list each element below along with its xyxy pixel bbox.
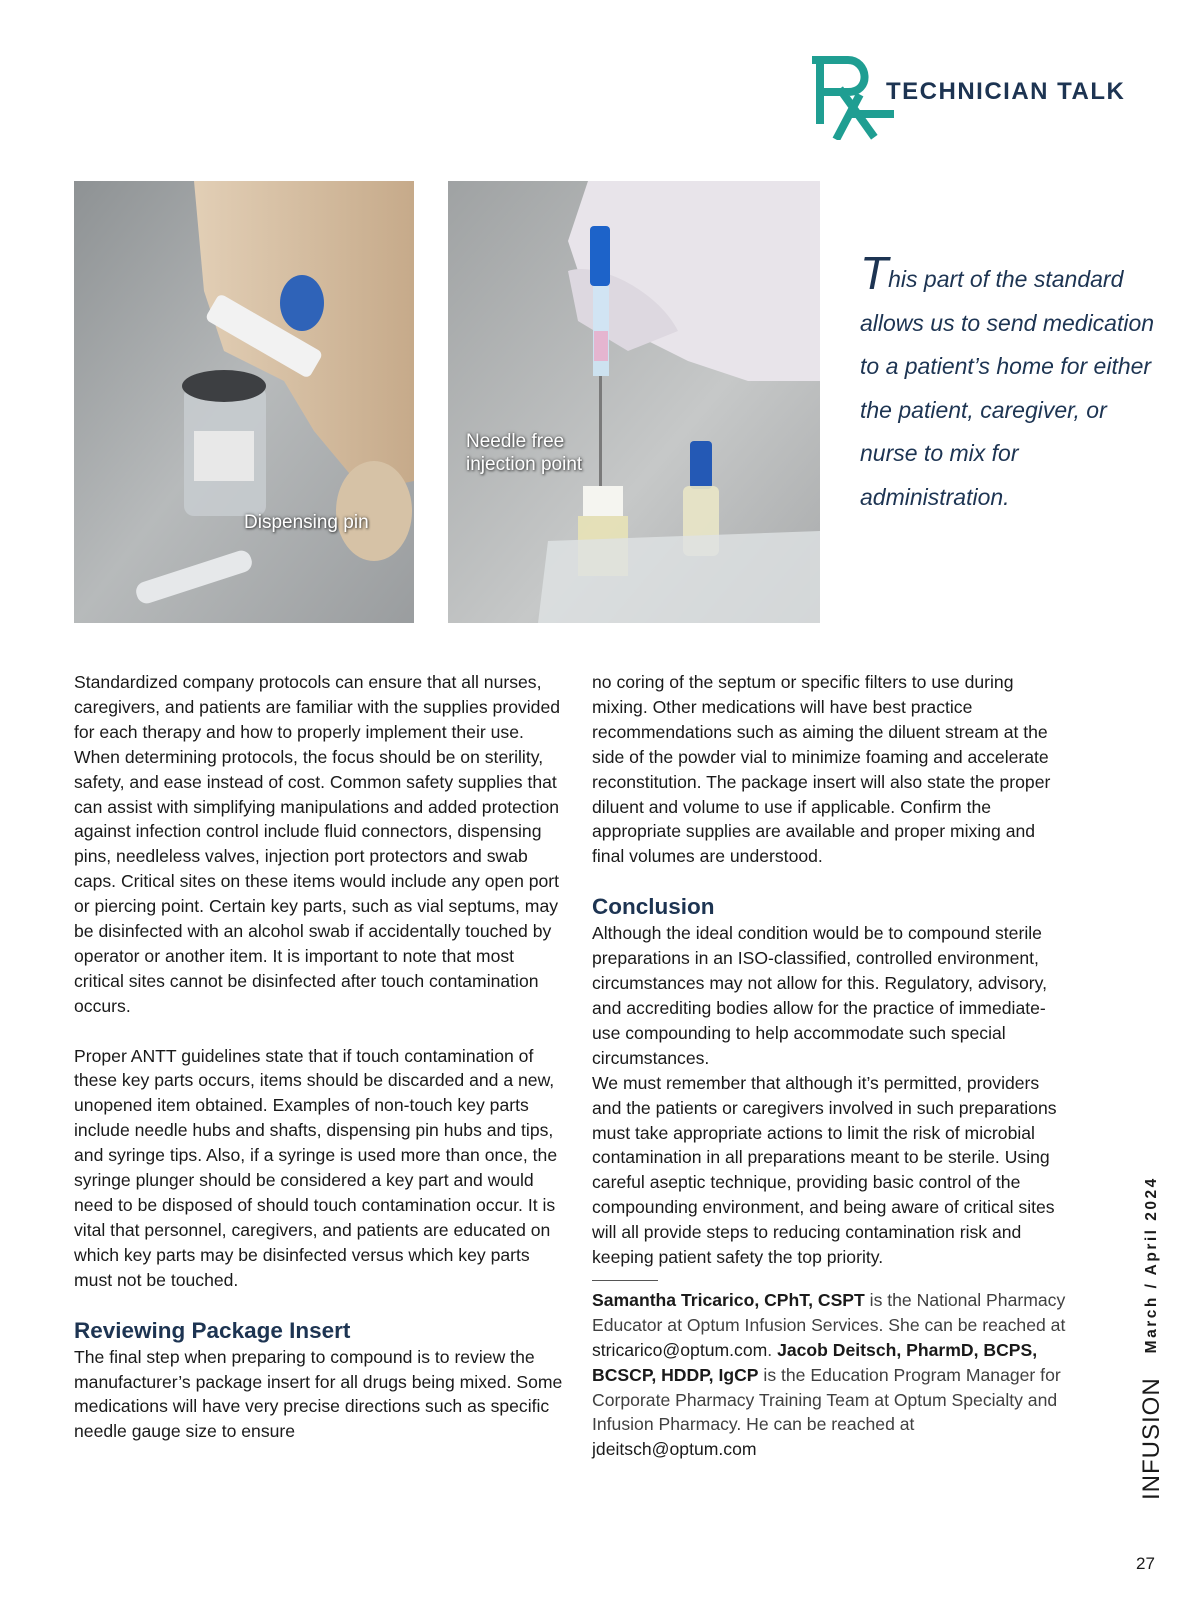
pull-quote	[860, 247, 1160, 519]
author-bio	[592, 1288, 1072, 1462]
page-number: 27	[1136, 1554, 1155, 1573]
author2-text: is the Education Program Manager for Corporate Pharmacy Training Team at Optum Specialty and Infusion Pharmacy. He can be reached at	[592, 1364, 1061, 1435]
magazine-brand: INFUSION	[1138, 1377, 1165, 1500]
body-paragraph: We must remember that although it’s permitted, providers and the patients or caregivers involved in such preparations must take appropriate actions to limit the risk of microbial contamination in all preparations meant to be sterile. Using careful aseptic technique, providing basic control of the compounding environment, and being aware of critical sites will all provide steps to reducing contamination risk and keeping patient safety the top priority.	[592, 1072, 1057, 1268]
dispensing-pin-photo	[74, 181, 414, 623]
section-heading-conclusion: Conclusion	[592, 894, 715, 920]
needle-free-injection-photo	[448, 181, 820, 623]
section-title: TECHNICIAN TALK	[886, 78, 1126, 105]
section-heading-reviewing-package-insert: Reviewing Package Insert	[74, 1317, 351, 1343]
pull-quote-drop-cap: T	[860, 247, 889, 299]
author2-email[interactable]: jdeitsch@optum.com	[592, 1439, 757, 1460]
body-paragraph: Although the ideal condition would be to compound sterile preparations in an ISO-classified, controlled environment, circumstances may not allow for this. Regulatory, advisory, and accrediting bodies allow for the practice of immediate-use compounding to help accommodate such special circumstances.	[592, 923, 1047, 1068]
dispensing-pin-label: Dispensing pin	[244, 512, 369, 533]
needle-free-label-line2: injection point	[466, 454, 583, 475]
left-column	[74, 670, 564, 1444]
issue-date: March / April 2024	[1143, 1176, 1160, 1354]
body-paragraph: no coring of the septum or specific filters to use during mixing. Other medications will have best practice recommendations such as aiming the diluent stream at the side of the powder vial to minimize foaming and accelerate reconstitution. The package insert will also state the proper diluent and volume to use if applicable. Confirm the appropriate supplies are available and proper mixing and final volumes are understood.	[592, 672, 1051, 867]
needle-free-label	[466, 430, 582, 476]
author1-end: .	[767, 1339, 778, 1360]
author1-text: is the National Pharmacy Educator at Optum Infusion Services. She can be reached at	[592, 1289, 1066, 1335]
author2-name: Jacob Deitsch, PharmD, BCPS, BCSCP, HDDP, IgCP	[592, 1339, 1038, 1385]
side-folio	[1138, 1176, 1166, 1500]
pull-quote-text: his part of the standard allows us to send medication to a patient’s home for either the patient, caregiver, or nurse to mix for administration.	[860, 266, 1155, 510]
body-paragraph: Proper ANTT guidelines state that if touch contamination of these key parts occurs, items should be discarded and a new, unopened item obtained. Examples of non-touch key parts include needle hubs and shafts, dispensing pin hubs and tips, and syringe tips. Also, if a syringe is used more than once, the syringe plunger should be considered a key part and would need to be disposed of should touch contamination occur. It is vital that personnel, caregivers, and patients are educated on which key parts may be disinfected versus which key parts must not be touched.	[74, 1045, 558, 1290]
bio-divider	[592, 1280, 658, 1281]
author1-email[interactable]: stricarico@optum.com	[592, 1339, 768, 1360]
body-paragraph: The final step when preparing to compound is to review the manufacturer’s package insert for all drugs being mixed. Some medications will have very precise directions such as specific needle gauge size to ensure	[74, 1346, 563, 1442]
body-paragraph: Standardized company protocols can ensure that all nurses, caregivers, and patients are familiar with the supplies provided for each therapy and how to properly implement their use. When determining protocols, the focus should be on sterility, safety, and ease instead of cost. Common safety supplies that can assist with simplifying manipulations and added protection against infection control include fluid connectors, dispensing pins, needleless valves, injection port protectors and swab caps. Critical sites on these items would include any open port or piercing point. Certain key parts, such as vial septums, may be disinfected with an alcohol swab if accidentally touched by operator or another item. It is important to note that most critical sites cannot be disinfected after touch contamination occurs.	[74, 672, 561, 1016]
author1-name: Samantha Tricarico, CPhT, CSPT	[592, 1289, 865, 1310]
rx-logo	[812, 54, 896, 140]
needle-free-label-line1: Needle free	[466, 431, 565, 452]
right-column	[592, 670, 1072, 1462]
